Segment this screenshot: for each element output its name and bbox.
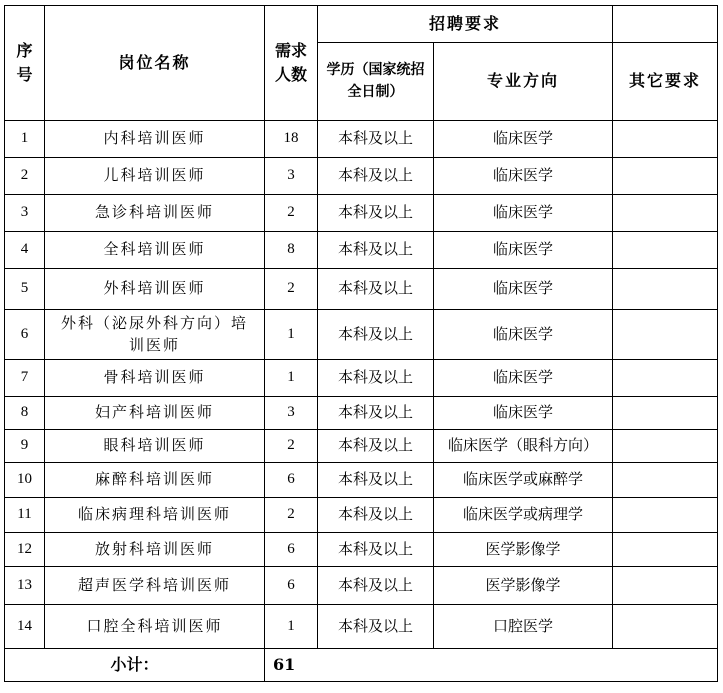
table-wrapper (4, 5, 718, 682)
subtotal-row (5, 649, 718, 682)
cell-seq: 5 (5, 269, 45, 310)
table-row (5, 498, 718, 533)
header-major: 专业方向 (434, 43, 613, 121)
cell-major: 口腔医学 (434, 605, 613, 649)
cell-position: 内科培训医师 (45, 121, 265, 158)
cell-count: 2 (265, 498, 318, 533)
table-row (5, 430, 718, 463)
cell-count: 8 (265, 232, 318, 269)
cell-education: 本科及以上 (318, 232, 434, 269)
header-position: 岗位名称 (45, 6, 265, 121)
cell-major: 临床医学或麻醉学 (434, 463, 613, 498)
cell-education: 本科及以上 (318, 195, 434, 232)
cell-count: 1 (265, 360, 318, 397)
cell-position: 外科培训医师 (45, 269, 265, 310)
cell-education: 本科及以上 (318, 605, 434, 649)
cell-seq: 1 (5, 121, 45, 158)
header-seq: 序号 (5, 6, 45, 121)
cell-education: 本科及以上 (318, 463, 434, 498)
cell-major: 临床医学（眼科方向） (434, 430, 613, 463)
cell-other (613, 605, 718, 649)
cell-seq: 7 (5, 360, 45, 397)
cell-count: 1 (265, 310, 318, 360)
cell-education: 本科及以上 (318, 310, 434, 360)
cell-position: 外科（泌尿外科方向）培训医师 (45, 310, 265, 360)
cell-seq: 13 (5, 567, 45, 605)
cell-other (613, 463, 718, 498)
cell-major: 临床医学 (434, 397, 613, 430)
cell-other (613, 195, 718, 232)
cell-count: 18 (265, 121, 318, 158)
cell-seq: 14 (5, 605, 45, 649)
cell-count: 6 (265, 567, 318, 605)
cell-seq: 8 (5, 397, 45, 430)
cell-education: 本科及以上 (318, 397, 434, 430)
cell-seq: 9 (5, 430, 45, 463)
cell-position: 儿科培训医师 (45, 158, 265, 195)
cell-major: 医学影像学 (434, 533, 613, 567)
subtotal-label: 小计： (5, 649, 265, 682)
header-requirements: 招聘要求 (318, 6, 613, 43)
cell-major: 临床医学 (434, 269, 613, 310)
cell-count: 3 (265, 158, 318, 195)
cell-seq: 10 (5, 463, 45, 498)
cell-count: 6 (265, 533, 318, 567)
cell-major: 临床医学 (434, 195, 613, 232)
recruitment-table (4, 5, 718, 682)
cell-count: 2 (265, 430, 318, 463)
cell-other (613, 430, 718, 463)
cell-seq: 2 (5, 158, 45, 195)
cell-education: 本科及以上 (318, 360, 434, 397)
cell-major: 临床医学 (434, 310, 613, 360)
cell-count: 2 (265, 269, 318, 310)
cell-other (613, 158, 718, 195)
cell-position: 口腔全科培训医师 (45, 605, 265, 649)
cell-other (613, 310, 718, 360)
cell-position: 放射科培训医师 (45, 533, 265, 567)
cell-seq: 3 (5, 195, 45, 232)
cell-seq: 12 (5, 533, 45, 567)
header-count: 需求人数 (265, 6, 318, 121)
cell-count: 1 (265, 605, 318, 649)
cell-other (613, 360, 718, 397)
header-education: 学历（国家统招全日制） (318, 43, 434, 121)
table-row (5, 605, 718, 649)
cell-seq: 4 (5, 232, 45, 269)
cell-count: 3 (265, 397, 318, 430)
cell-education: 本科及以上 (318, 498, 434, 533)
cell-major: 临床医学 (434, 360, 613, 397)
cell-position: 妇产科培训医师 (45, 397, 265, 430)
cell-position: 麻醉科培训医师 (45, 463, 265, 498)
table-row (5, 269, 718, 310)
cell-education: 本科及以上 (318, 533, 434, 567)
cell-position: 眼科培训医师 (45, 430, 265, 463)
cell-position: 骨科培训医师 (45, 360, 265, 397)
table-row (5, 567, 718, 605)
cell-education: 本科及以上 (318, 269, 434, 310)
cell-other (613, 498, 718, 533)
cell-position: 急诊科培训医师 (45, 195, 265, 232)
cell-position: 全科培训医师 (45, 232, 265, 269)
cell-education: 本科及以上 (318, 121, 434, 158)
cell-other (613, 533, 718, 567)
cell-education: 本科及以上 (318, 567, 434, 605)
table-row (5, 360, 718, 397)
cell-seq: 6 (5, 310, 45, 360)
cell-other (613, 269, 718, 310)
subtotal-value: 61 (265, 649, 718, 682)
cell-other (613, 232, 718, 269)
header-blank (613, 6, 718, 43)
header-other: 其它要求 (613, 43, 718, 121)
table-row (5, 463, 718, 498)
table-row (5, 533, 718, 567)
cell-major: 医学影像学 (434, 567, 613, 605)
cell-other (613, 397, 718, 430)
cell-education: 本科及以上 (318, 430, 434, 463)
cell-major: 临床医学 (434, 232, 613, 269)
table-row (5, 158, 718, 195)
cell-other (613, 567, 718, 605)
cell-major: 临床医学 (434, 158, 613, 195)
cell-position: 超声医学科培训医师 (45, 567, 265, 605)
cell-seq: 11 (5, 498, 45, 533)
cell-count: 6 (265, 463, 318, 498)
table-row (5, 232, 718, 269)
cell-count: 2 (265, 195, 318, 232)
table-row (5, 397, 718, 430)
cell-other (613, 121, 718, 158)
cell-major: 临床医学或病理学 (434, 498, 613, 533)
table-row (5, 121, 718, 158)
table-row (5, 310, 718, 360)
table-row (5, 195, 718, 232)
cell-major: 临床医学 (434, 121, 613, 158)
cell-education: 本科及以上 (318, 158, 434, 195)
cell-position: 临床病理科培训医师 (45, 498, 265, 533)
